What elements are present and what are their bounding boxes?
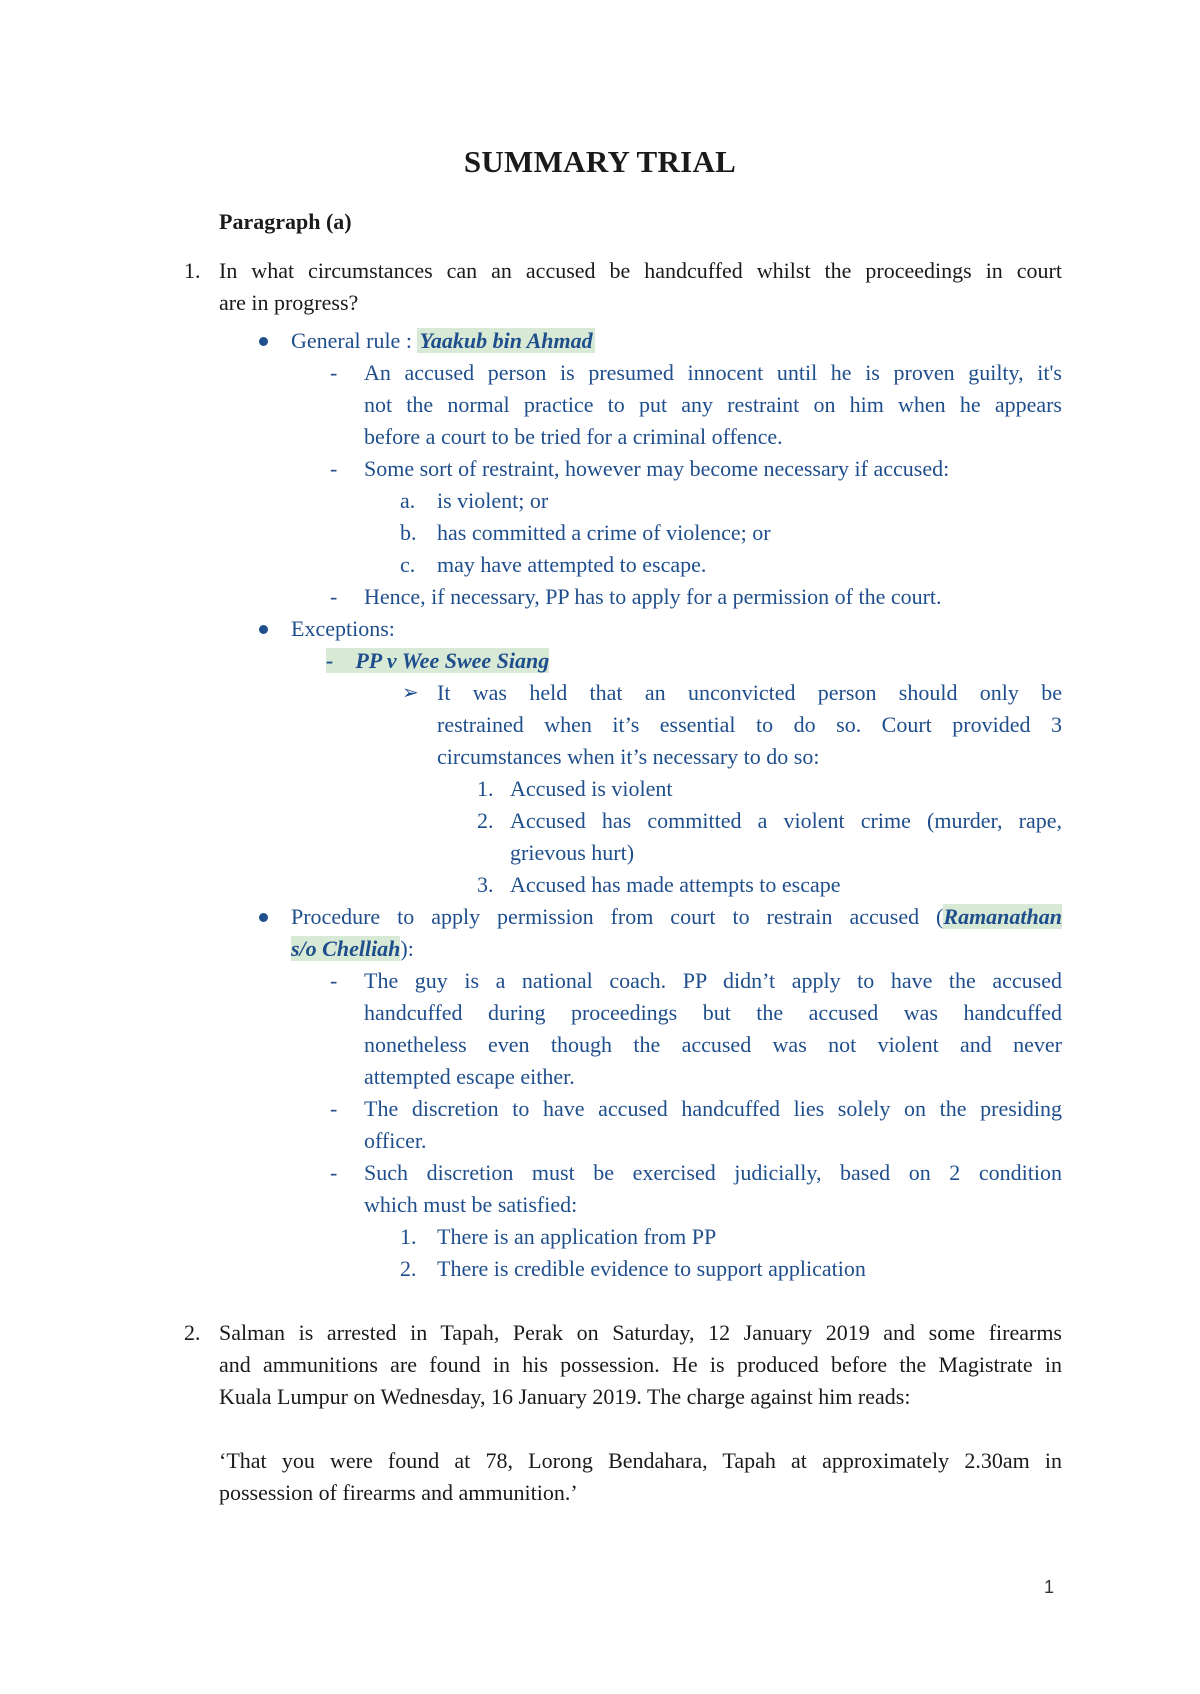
procedure-p1-line1: The guy is a national coach. PP didn’t apply to have the accused (364, 968, 1062, 993)
condition-marker-2: 2. (400, 1256, 417, 1281)
sub-marker-c: c. (400, 552, 416, 577)
case-wee-swee-siang: PP v Wee Swee Siang (355, 648, 550, 673)
held-line2: restrained when it’s essential to do so. Court provided 3 (437, 712, 1062, 737)
dash-marker: - (330, 968, 338, 993)
circumstance-3: Accused has made attempts to escape (510, 872, 841, 897)
procedure-p2-line2: officer. (364, 1128, 427, 1153)
q1-number: 1. (184, 258, 201, 283)
bullet-icon (259, 337, 268, 346)
held-line3: circumstances when it’s necessary to do so: (437, 744, 820, 769)
document-title: SUMMARY TRIAL (463, 144, 737, 179)
charge-line1: ‘That you were found at 78, Lorong Bendahara, Tapah at approximately 2.30am in (219, 1448, 1062, 1473)
procedure-p1-line3: nonetheless even though the accused was not violent and never (364, 1032, 1062, 1057)
procedure-p3-line1: Such discretion must be exercised judicially, based on 2 condition (364, 1160, 1062, 1185)
sub-item-a: is violent; or (437, 488, 549, 513)
dash-marker: - (330, 360, 338, 385)
dash-marker: - (330, 1096, 338, 1121)
sub-item-b: has committed a crime of violence; or (437, 520, 771, 545)
condition-1: There is an application from PP (437, 1224, 717, 1249)
circumstance-2-cont: grievous hurt) (510, 840, 635, 865)
procedure-label: Procedure to apply permission from court to restrain accused ( (291, 904, 944, 929)
charge-line2: possession of firearms and ammunition.’ (219, 1480, 578, 1505)
sub-item-c: may have attempted to escape. (437, 552, 707, 577)
q2-text-line1: Salman is arrested in Tapah, Perak on Saturday, 12 January 2019 and some firearms (219, 1320, 1062, 1345)
procedure-p1-line4: attempted escape either. (364, 1064, 575, 1089)
case-ramanathan: Ramanathan (943, 904, 1062, 929)
procedure-p2-line1: The discretion to have accused handcuffed lies solely on the presiding (364, 1096, 1062, 1121)
page-number: 1 (1044, 1577, 1055, 1597)
case-chelliah: s/o Chelliah (291, 936, 401, 961)
dash-marker: - (330, 1160, 338, 1185)
q2-text-line2: and ammunitions are found in his possession. He is produced before the Magistrate in (219, 1352, 1062, 1377)
section-heading: Paragraph (a) (219, 209, 352, 234)
dash-marker: - (326, 648, 356, 673)
held-line1: It was held that an unconvicted person should only be (437, 680, 1062, 705)
q2-text-line3: Kuala Lumpur on Wednesday, 16 January 2019. The charge against him reads: (219, 1384, 911, 1409)
bullet-icon (259, 625, 268, 634)
sub-marker-a: a. (400, 488, 416, 513)
procedure-p3-line2: which must be satisfied: (364, 1192, 578, 1217)
case-yaakub-bin-ahmad: Yaakub bin Ahmad (419, 328, 593, 353)
q2-number: 2. (184, 1320, 201, 1345)
condition-marker-1: 1. (400, 1224, 417, 1249)
general-rule-item (291, 325, 595, 357)
circumstance-marker-2: 2. (477, 808, 494, 833)
circumstance-2: Accused has committed a violent crime (murder, rape, (510, 808, 1062, 833)
q1-text-line1: In what circumstances can an accused be handcuffed whilst the proceedings in court (219, 258, 1062, 283)
procedure-p1-line2: handcuffed during proceedings but the accused was handcuffed (364, 1000, 1062, 1025)
dash-marker: - (330, 456, 338, 481)
circumstance-marker-1: 1. (477, 776, 494, 801)
general-rule-p1-line2: not the normal practice to put any restraint on him when he appears (364, 392, 1062, 417)
general-rule-label: General rule : (291, 328, 418, 353)
general-rule-p1-line3: before a court to be tried for a criminal offence. (364, 424, 783, 449)
condition-2: There is credible evidence to support application (437, 1256, 866, 1281)
general-rule-p3: Hence, if necessary, PP has to apply for a permission of the court. (364, 584, 942, 609)
case-wee-swee-siang-row (326, 645, 549, 677)
circumstance-marker-3: 3. (477, 872, 494, 897)
q1-text-line2: are in progress? (219, 290, 359, 315)
general-rule-p1-line1: An accused person is presumed innocent until he is proven guilty, it's (364, 360, 1062, 385)
dash-marker: - (330, 584, 338, 609)
procedure-label-end: ): (400, 936, 414, 961)
exceptions-label: Exceptions: (291, 616, 395, 641)
procedure-label-line1 (291, 901, 1062, 933)
general-rule-p2: Some sort of restraint, however may become necessary if accused: (364, 456, 950, 481)
sub-marker-b: b. (400, 520, 417, 545)
procedure-label-line2 (291, 933, 414, 965)
arrow-bullet-icon: ➢ (402, 682, 419, 704)
circumstance-1: Accused is violent (510, 776, 673, 801)
bullet-icon (259, 913, 268, 922)
